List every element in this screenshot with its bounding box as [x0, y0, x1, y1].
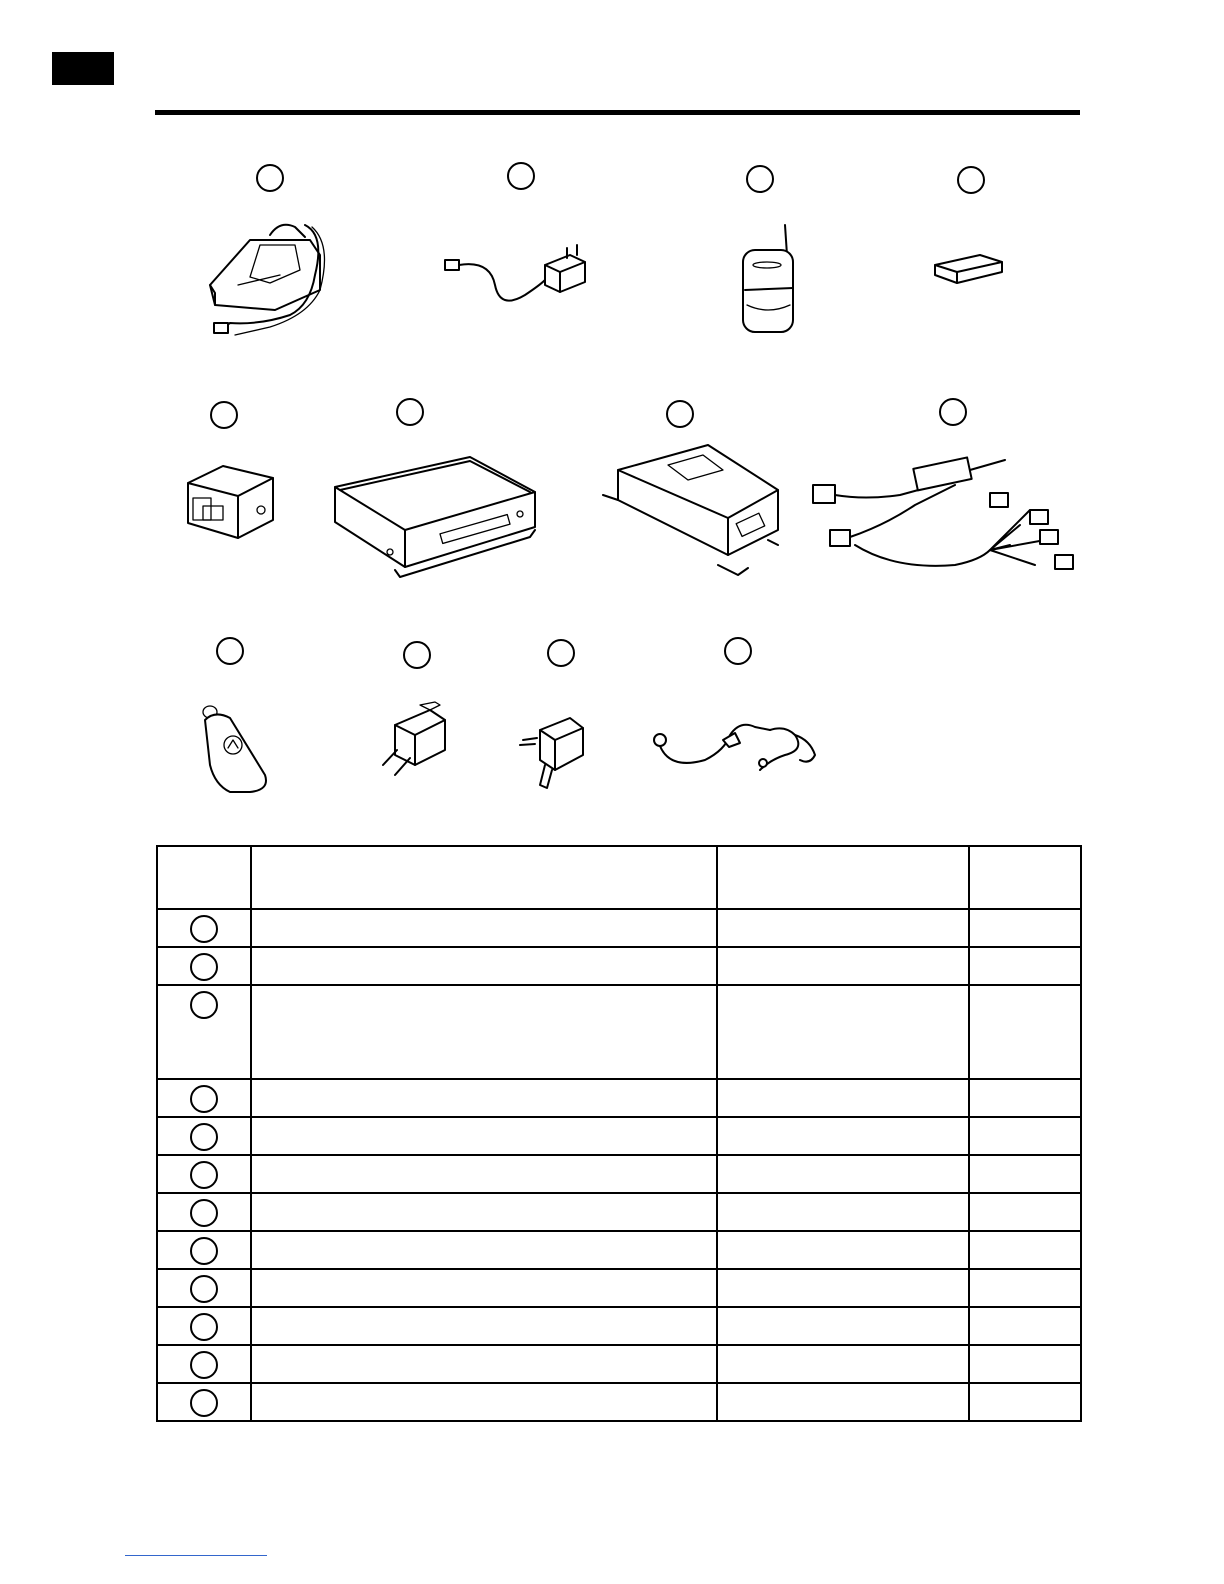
table-row — [157, 1117, 1081, 1155]
euro-plug-adapter-icon — [375, 700, 455, 780]
row-number-cell — [157, 909, 251, 947]
small-module-icon — [183, 458, 278, 543]
item-callout-circle — [724, 637, 752, 665]
ac-adapter-icon — [440, 240, 590, 310]
row-part-number — [717, 1079, 969, 1117]
row-number-cell — [157, 1117, 251, 1155]
row-number-cell — [157, 1231, 251, 1269]
row-part-number — [717, 909, 969, 947]
row-description — [251, 909, 717, 947]
row-part-number — [717, 1345, 969, 1383]
row-qty — [969, 1383, 1081, 1421]
table-row — [157, 947, 1081, 985]
footer-link-underline[interactable] — [125, 1555, 267, 1556]
row-description — [251, 985, 717, 1079]
row-part-number — [717, 1269, 969, 1307]
row-description — [251, 1383, 717, 1421]
row-description — [251, 1231, 717, 1269]
header-qty — [969, 846, 1081, 909]
row-number-cell — [157, 1269, 251, 1307]
row-part-number — [717, 1155, 969, 1193]
header-part-number — [717, 846, 969, 909]
row-part-number — [717, 1307, 969, 1345]
table-row — [157, 1269, 1081, 1307]
row-number-circle — [190, 991, 218, 1019]
earphone-headset-icon — [645, 715, 820, 775]
key-fob-remote-icon — [195, 700, 275, 795]
row-number-circle — [190, 915, 218, 943]
phone-cradle-with-cable-icon — [200, 215, 340, 345]
row-description — [251, 947, 717, 985]
row-part-number — [717, 1193, 969, 1231]
table-row — [157, 1231, 1081, 1269]
table-row — [157, 985, 1081, 1079]
row-number-circle — [190, 1275, 218, 1303]
row-qty — [969, 947, 1081, 985]
uk-plug-adapter-icon — [515, 710, 590, 790]
row-description — [251, 1193, 717, 1231]
row-number-cell — [157, 1345, 251, 1383]
item-callout-circle — [507, 162, 535, 190]
row-qty — [969, 1155, 1081, 1193]
row-number-circle — [190, 1123, 218, 1151]
item-callout-circle — [216, 637, 244, 665]
item-callout-circle — [666, 400, 694, 428]
row-number-circle — [190, 1199, 218, 1227]
parts-list-table — [156, 845, 1082, 1422]
item-callout-circle — [957, 166, 985, 194]
item-callout-circle — [939, 398, 967, 426]
row-number-cell — [157, 1193, 251, 1231]
row-number-cell — [157, 1079, 251, 1117]
row-qty — [969, 1269, 1081, 1307]
item-callout-circle — [210, 401, 238, 429]
row-qty — [969, 1231, 1081, 1269]
row-part-number — [717, 1117, 969, 1155]
row-number-circle — [190, 1389, 218, 1417]
wire-harness-icon — [805, 455, 1080, 580]
row-number-circle — [190, 953, 218, 981]
table-row — [157, 1307, 1081, 1345]
row-number-circle — [190, 1161, 218, 1189]
battery-pack-icon — [930, 250, 1010, 290]
row-description — [251, 1345, 717, 1383]
transceiver-unit-icon — [598, 440, 788, 580]
row-number-cell — [157, 1383, 251, 1421]
item-callout-circle — [547, 639, 575, 667]
table-row — [157, 909, 1081, 947]
row-qty — [969, 1193, 1081, 1231]
row-qty — [969, 1079, 1081, 1117]
row-description — [251, 1269, 717, 1307]
row-qty — [969, 1117, 1081, 1155]
row-description — [251, 1079, 717, 1117]
item-callout-circle — [396, 398, 424, 426]
row-number-circle — [190, 1313, 218, 1341]
row-number-cell — [157, 947, 251, 985]
row-number-circle — [190, 1351, 218, 1379]
row-qty — [969, 985, 1081, 1079]
table-header-row — [157, 846, 1081, 909]
row-number-circle — [190, 1237, 218, 1265]
table-row — [157, 1383, 1081, 1421]
item-callout-circle — [256, 164, 284, 192]
row-number-cell — [157, 1155, 251, 1193]
header-rule — [155, 110, 1080, 115]
flip-phone-icon — [735, 220, 805, 335]
header-description — [251, 846, 717, 909]
header-no — [157, 846, 251, 909]
row-qty — [969, 1307, 1081, 1345]
row-number-cell — [157, 985, 251, 1079]
table-row — [157, 1345, 1081, 1383]
table-row — [157, 1079, 1081, 1117]
section-tab-marker — [52, 52, 114, 85]
control-unit-icon — [330, 452, 540, 582]
row-part-number — [717, 985, 969, 1079]
row-description — [251, 1155, 717, 1193]
item-callout-circle — [403, 641, 431, 669]
row-description — [251, 1117, 717, 1155]
row-qty — [969, 1345, 1081, 1383]
row-number-cell — [157, 1307, 251, 1345]
row-part-number — [717, 1231, 969, 1269]
row-part-number — [717, 1383, 969, 1421]
table-row — [157, 1155, 1081, 1193]
row-number-circle — [190, 1085, 218, 1113]
row-part-number — [717, 947, 969, 985]
item-callout-circle — [746, 165, 774, 193]
table-row — [157, 1193, 1081, 1231]
row-description — [251, 1307, 717, 1345]
row-qty — [969, 909, 1081, 947]
